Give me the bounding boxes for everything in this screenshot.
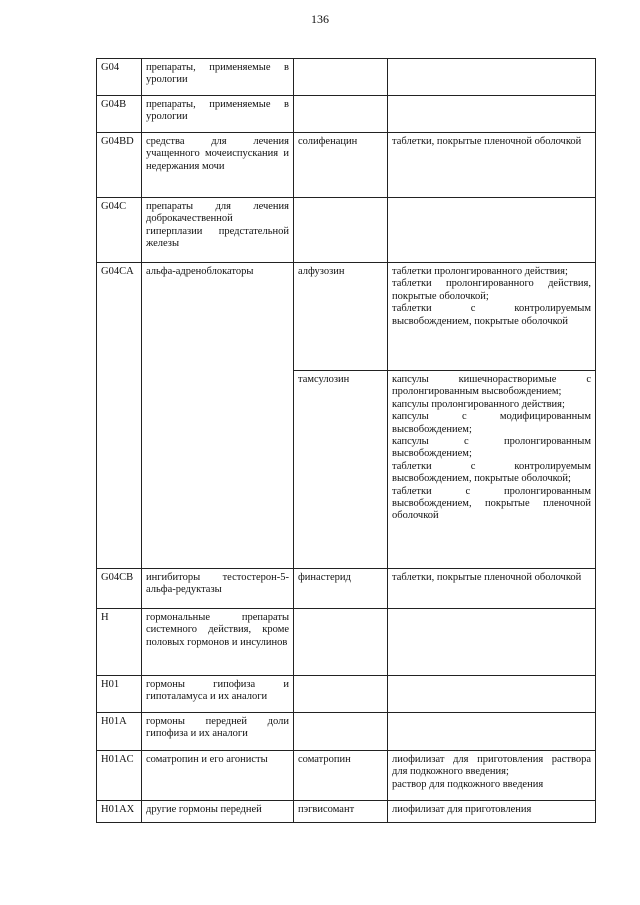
table-row (97, 609, 596, 676)
dosage-forms (388, 59, 596, 96)
atc-code: G04 (97, 59, 142, 96)
group-description: гормоны гипофиза и гипоталамуса и их аналоги (142, 676, 294, 713)
substance-name: тамсулозин (294, 371, 388, 569)
atc-code: H01A (97, 713, 142, 751)
substance-name: алфузозин (294, 263, 388, 371)
group-description: ингибиторы тестостерон-5-альфа-редуктазы (142, 569, 294, 609)
dosage-form-item: раствор для подкожного введения (392, 778, 544, 790)
group-description: гормоны передней доли гипофиза и их аналоги (142, 713, 294, 751)
substance-name (294, 198, 388, 263)
substance-name (294, 713, 388, 751)
dosage-forms (388, 133, 596, 198)
table-row (97, 801, 596, 823)
table-row (97, 96, 596, 133)
atc-code: G04BD (97, 133, 142, 198)
atc-code: G04CB (97, 569, 142, 609)
dosage-form-item: таблетки пролонгированного действия; (392, 266, 568, 277)
group-description: гормональные препараты системного действия, кроме половых гормонов и инсулинов (142, 609, 294, 676)
dosage-form-item: таблетки пролонгированного действия, покрытые оболочкой; (392, 278, 591, 302)
group-description: соматропин и его агонисты (142, 751, 294, 801)
dosage-form-item: таблетки, покрытые пленочной оболочкой (392, 136, 582, 147)
group-description: препараты, применяемые в урологии (142, 59, 294, 96)
substance-name: соматропин (294, 751, 388, 801)
dosage-form-item: лиофилизат для приготовления (392, 804, 532, 815)
dosage-form-item: таблетки, покрытые пленочной оболочкой (392, 572, 582, 583)
dosage-forms (388, 371, 596, 569)
dosage-form-item: капсулы пролонгированного действия; (392, 398, 565, 410)
table-row (97, 198, 596, 263)
table-row (97, 676, 596, 713)
dosage-form-item: таблетки с контролируемым высвобождением, покрытые оболочкой; (392, 460, 591, 485)
table-row (97, 263, 596, 371)
dosage-form-item: таблетки с контролируемым высвобождением, покрытые оболочкой (392, 303, 591, 327)
atc-code: G04C (97, 198, 142, 263)
dosage-forms (388, 676, 596, 713)
group-description: альфа-адреноблокаторы (142, 263, 294, 569)
dosage-form-item: капсулы с модифицированным высвобождением; (392, 411, 591, 435)
group-description: препараты, применяемые в урологии (142, 96, 294, 133)
dosage-forms (388, 751, 596, 801)
substance-name (294, 676, 388, 713)
dosage-form-item: лиофилизат для приготовления раствора для подкожного введения; (392, 754, 591, 778)
substance-name (294, 59, 388, 96)
dosage-forms (388, 713, 596, 751)
table-row (97, 133, 596, 198)
atc-code: G04B (97, 96, 142, 133)
substance-name: финастерид (294, 569, 388, 609)
atc-code: H01AX (97, 801, 142, 823)
dosage-form-item: таблетки с пролонгированным высвобождением, покрытые пленочной оболочкой (392, 485, 591, 522)
atc-code: H01 (97, 676, 142, 713)
table-row (97, 569, 596, 609)
dosage-forms (388, 263, 596, 371)
substance-name (294, 96, 388, 133)
substance-name (294, 609, 388, 676)
table-row (97, 713, 596, 751)
substance-name: пэгвисомант (294, 801, 388, 823)
group-description: другие гормоны передней (142, 801, 294, 823)
dosage-form-item: капсулы с пролонгированным высвобождением; (392, 436, 591, 460)
dosage-forms (388, 569, 596, 609)
dosage-forms (388, 96, 596, 133)
atc-code: H01AC (97, 751, 142, 801)
table-row (97, 751, 596, 801)
dosage-form-item: капсулы кишечнорастворимые с пролонгированным высвобождением; (392, 374, 591, 398)
group-description: средства для лечения учащенного мочеиспускания и недержания мочи (142, 133, 294, 198)
atc-code: G04CA (97, 263, 142, 569)
dosage-forms (388, 609, 596, 676)
atc-code: H (97, 609, 142, 676)
table-row (97, 59, 596, 96)
group-description: препараты для лечения доброкачественной гиперплазии предстательной железы (142, 198, 294, 263)
drug-table (96, 58, 596, 823)
dosage-forms (388, 198, 596, 263)
dosage-forms (388, 801, 596, 823)
page-number: 136 (311, 12, 329, 26)
substance-name: солифенацин (294, 133, 388, 198)
